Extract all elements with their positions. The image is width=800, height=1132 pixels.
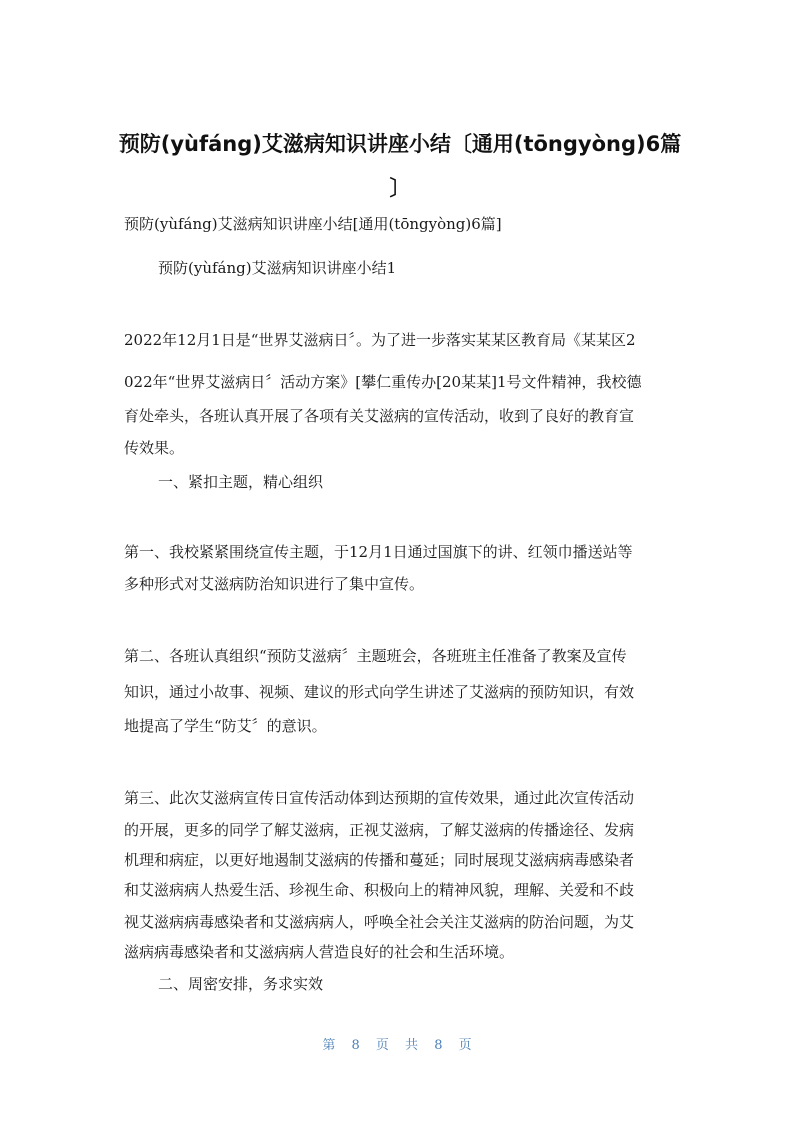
paragraph-line: 2022年12月1日是“世界艾滋病日〞。为了进一步落实某某区教育局《某某区2 [124, 331, 636, 349]
paragraph-line: 022年“世界艾滋病日〞活动方案》[攀仁重传办[20某某]1号文件精神，我校德 [124, 373, 642, 391]
document-title [110, 122, 690, 210]
title-line-1: 预防(yùfáng)艾滋病知识讲座小结〔通用(tōngyòng)6篇 [118, 132, 682, 156]
title-line-2: 〕 [389, 176, 411, 200]
document-subtitle: 预防(yùfáng)艾滋病知识讲座小结[通用(tōngyòng)6篇] [124, 215, 502, 233]
page-number-footer: 第 8 页 共 8 页 [322, 1038, 478, 1053]
paragraph-line: 地提高了学生“防艾〞的意识。 [124, 717, 327, 735]
paragraph-line: 第三、此次艾滋病宣传日宣传活动体到达预期的宣传效果，通过此次宣传活动 [124, 789, 635, 807]
paragraph-line: 滋病病毒感染者和艾滋病病人营造良好的社会和生活环境。 [124, 943, 515, 961]
paragraph-line: 传效果。 [124, 439, 185, 457]
paragraph-line: 第二、各班认真组织“预防艾滋病〞主题班会，各班班主任准备了教案及宣传 [124, 647, 627, 665]
paragraph-line: 育处牵头，各班认真开展了各项有关艾滋病的宣传活动，收到了良好的教育宣 [124, 407, 635, 425]
paragraph-line: 知识，通过小故事、视频、建议的形式向学生讲述了艾滋病的预防知识，有效 [124, 683, 635, 701]
paragraph-line: 视艾滋病病毒感染者和艾滋病病人，呼唤全社会关注艾滋病的防治问题，为艾 [124, 913, 635, 931]
paragraph-line: 多种形式对艾滋病防治知识进行了集中宣传。 [124, 575, 425, 593]
section-title: 预防(yùfáng)艾滋病知识讲座小结1 [158, 259, 397, 277]
paragraph-line: 机理和病症，以更好地遏制艾滋病的传播和蔓延；同时展现艾滋病病毒感染者 [124, 851, 635, 869]
paragraph-line: 和艾滋病病人热爱生活、珍视生命、积极向上的精神风貌，理解、关爱和不歧 [124, 881, 635, 899]
paragraph-line: 的开展，更多的同学了解艾滋病，正视艾滋病，了解艾滋病的传播途径、发病 [124, 821, 635, 839]
section-heading-2: 二、周密安排，务求实效 [158, 975, 324, 993]
paragraph-line: 第一、我校紧紧围绕宣传主题，于12月1日通过国旗下的讲、红领巾播送站等 [124, 543, 633, 561]
section-heading-1: 一、紧扣主题，精心组织 [158, 473, 324, 491]
